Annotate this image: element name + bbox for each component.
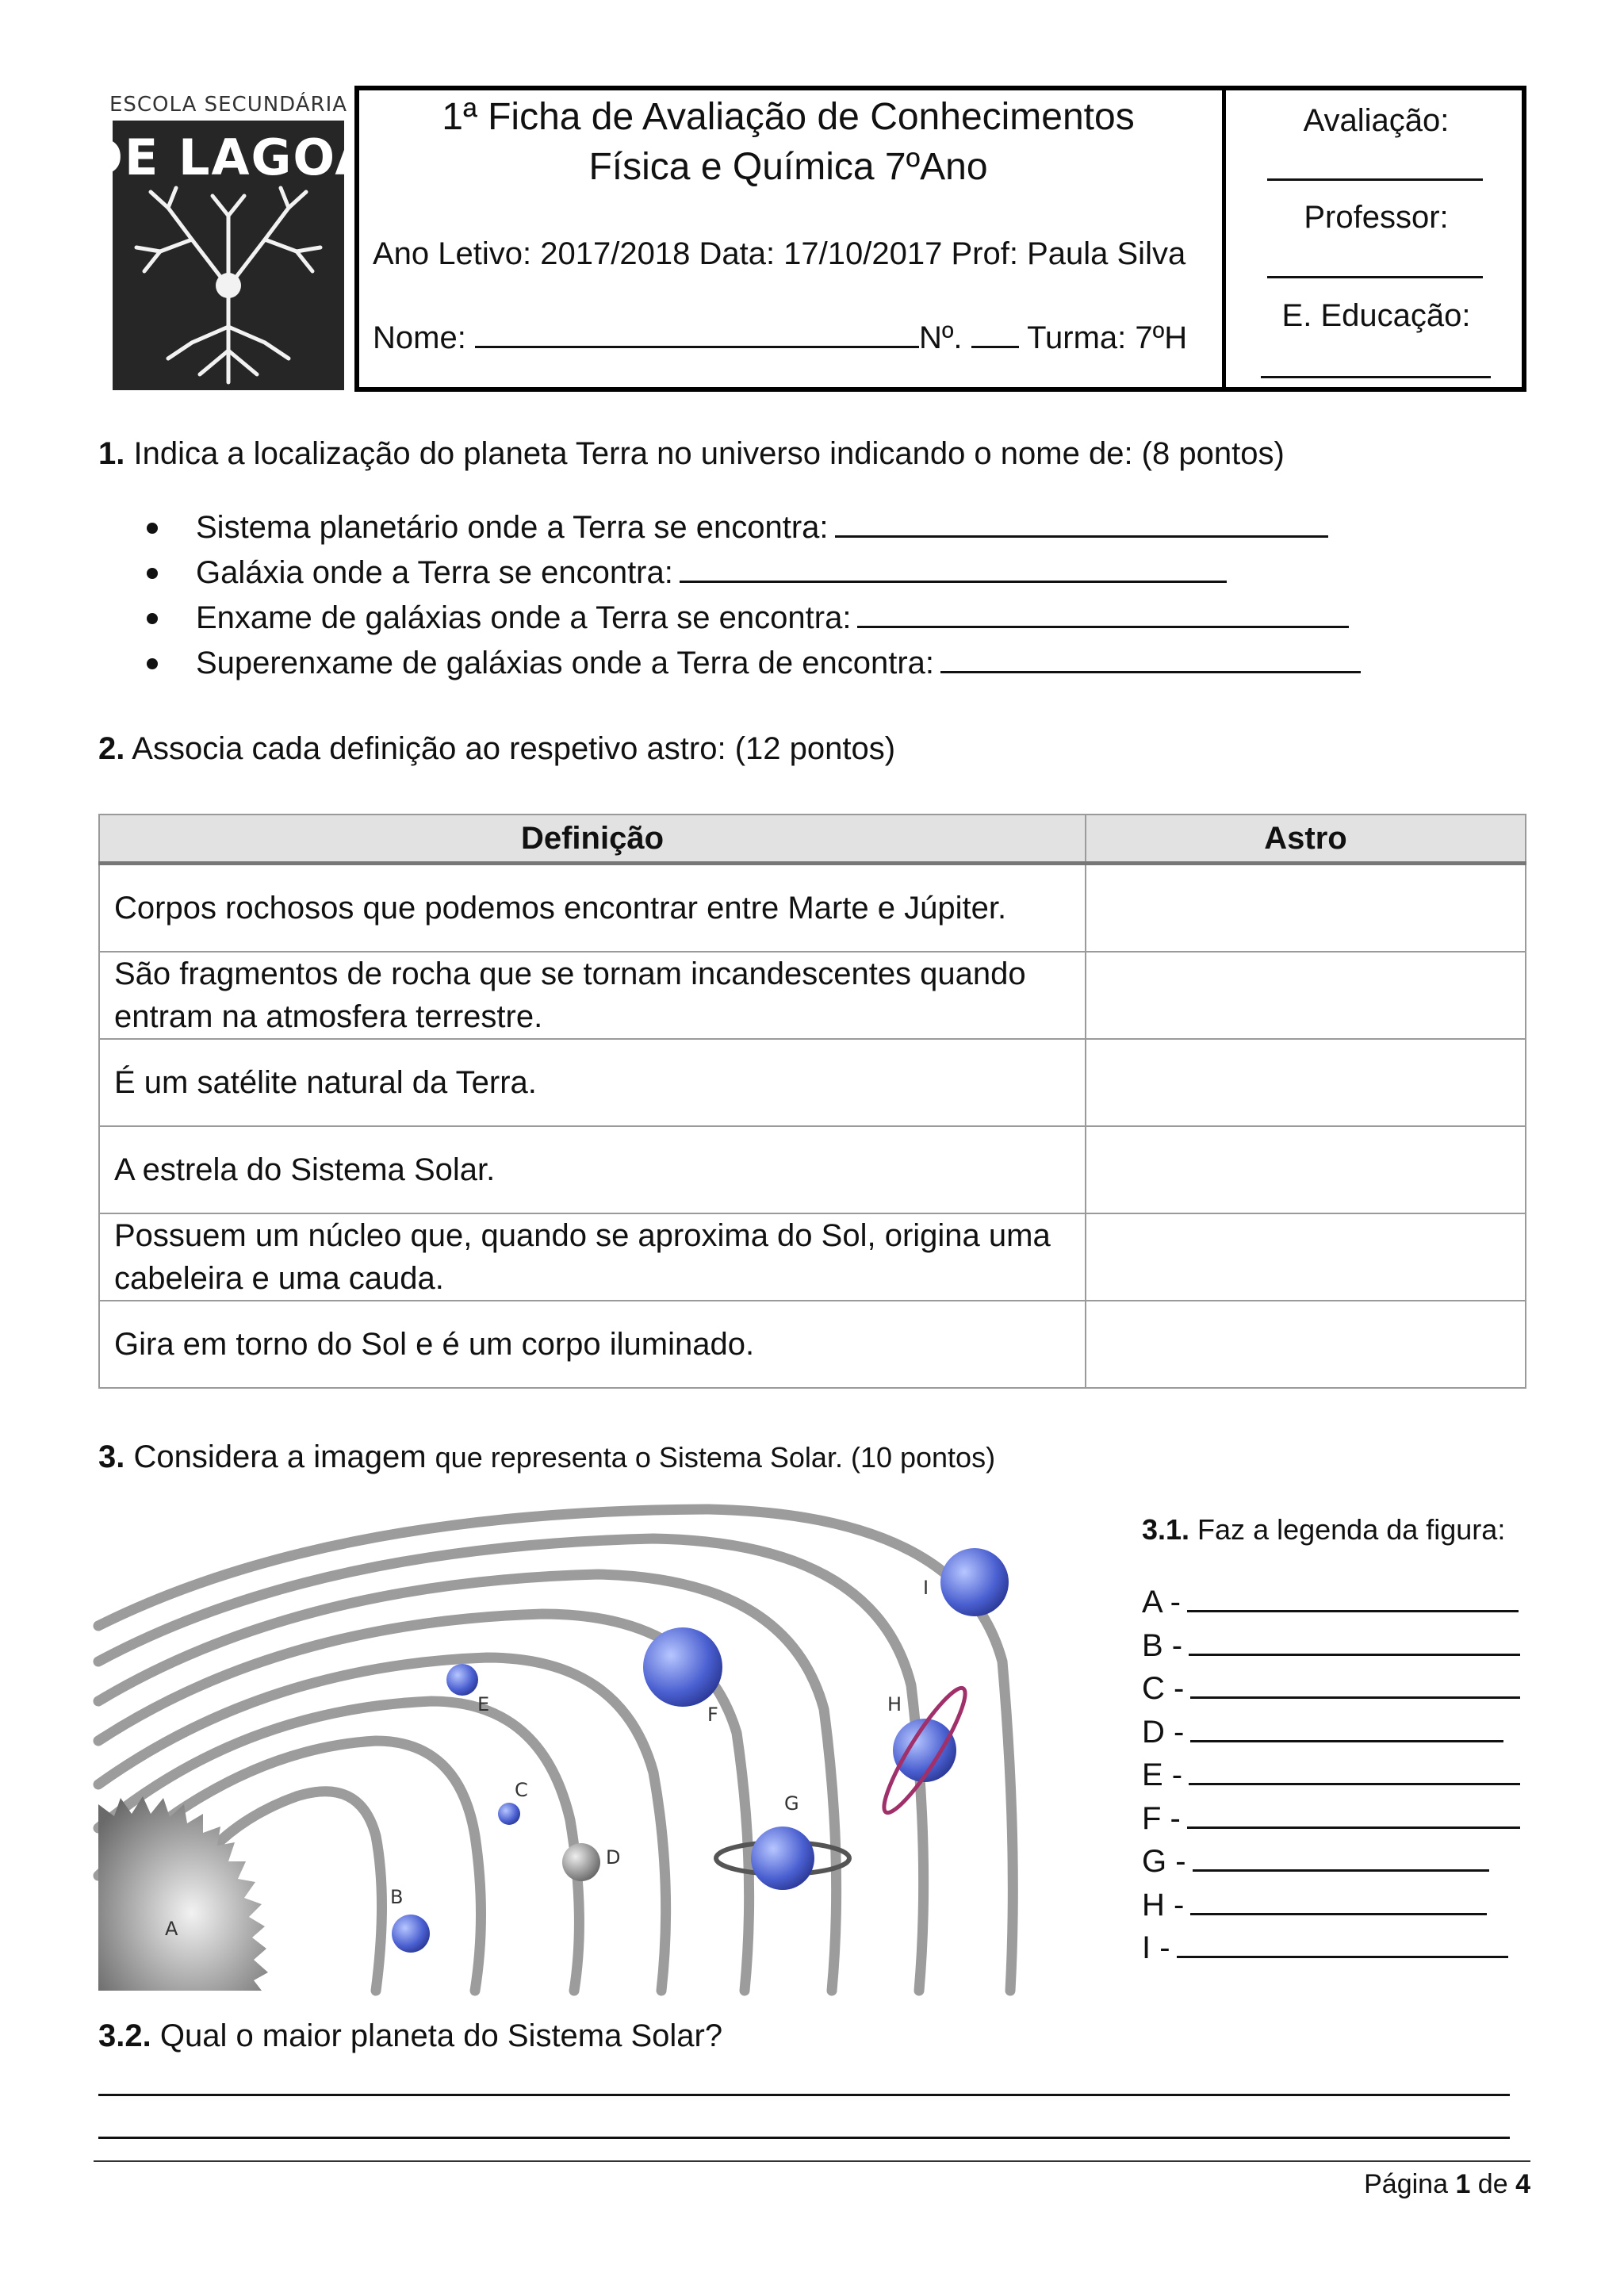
- student-info: [373, 319, 1187, 356]
- title-line-1: 1ª Ficha de Avaliação de Conhecimentos: [442, 96, 1135, 138]
- list-item: Superenxame de galáxias onde a Terra de encontra:: [147, 641, 1361, 686]
- prof-label: Prof: [951, 236, 1009, 271]
- question-1-list: [147, 505, 1361, 686]
- astro-answer-cell[interactable]: [1086, 1213, 1526, 1301]
- svg-text:DE LAGOA: DE LAGOA: [82, 128, 375, 186]
- definition-cell: Corpos rochosos que podemos encontrar entre Marte e Júpiter.: [99, 864, 1086, 953]
- educacao-label: E. Educação:: [1281, 298, 1471, 333]
- answer-field[interactable]: [680, 554, 1227, 583]
- table-row: [99, 1301, 1526, 1388]
- school-logo: [82, 89, 375, 390]
- question-2-text: Associa cada definição ao respetivo astro: (12 pontos): [124, 731, 896, 766]
- legend-row: G -: [1142, 1844, 1489, 1880]
- ano-letivo-label: Ano Letivo: [373, 236, 523, 271]
- question-3-2: [98, 2018, 722, 2054]
- professor-label: Professor:: [1304, 200, 1449, 235]
- figure-label-d: D: [606, 1846, 621, 1869]
- legend-field[interactable]: [1190, 1673, 1520, 1699]
- question-3-1-text: Faz a legenda da figura:: [1189, 1513, 1506, 1546]
- figure-label-g: G: [784, 1792, 799, 1815]
- school-year-info: [373, 236, 1185, 272]
- astro-answer-cell[interactable]: [1086, 1126, 1526, 1213]
- svg-text:ESCOLA SECUNDÁRIA: ESCOLA SECUNDÁRIA: [109, 93, 348, 117]
- question-3-2-text: Qual o maior planeta do Sistema Solar?: [151, 2018, 723, 2053]
- legend-field[interactable]: [1190, 1716, 1503, 1742]
- numero-field[interactable]: [971, 319, 1019, 348]
- legend-row: H -: [1142, 1888, 1487, 1923]
- answer-field[interactable]: [835, 508, 1328, 538]
- legend-row: F -: [1142, 1801, 1520, 1837]
- astro-answer-cell[interactable]: [1086, 864, 1526, 953]
- figure-label-b: B: [390, 1886, 404, 1908]
- legend-field[interactable]: [1187, 1803, 1520, 1829]
- figure-label-a: A: [165, 1918, 178, 1940]
- avaliacao-field[interactable]: [1267, 178, 1483, 181]
- educacao-field[interactable]: [1261, 376, 1491, 378]
- question-1-number: 1.: [98, 436, 125, 471]
- legend-row: D -: [1142, 1715, 1503, 1750]
- answer-line[interactable]: [98, 2137, 1510, 2139]
- turma-label: Turma: 7ºH: [1018, 320, 1188, 355]
- data-label: Data: [699, 236, 766, 271]
- legend-row: E -: [1142, 1757, 1520, 1793]
- list-item: Enxame de galáxias onde a Terra se encontra:: [147, 596, 1361, 641]
- title-line-2: Física e Química 7ºAno: [588, 146, 988, 188]
- prof-value: : Paula Silva: [1009, 236, 1186, 271]
- astro-answer-cell[interactable]: [1086, 952, 1526, 1039]
- legend-row: A -: [1142, 1585, 1519, 1620]
- legend-row: I -: [1142, 1930, 1508, 1966]
- definition-cell: Possuem um núcleo que, quando se aproxima do Sol, origina uma cabeleira e uma cauda.: [99, 1213, 1086, 1301]
- professor-field[interactable]: [1267, 276, 1483, 278]
- question-2-number: 2.: [98, 731, 125, 766]
- legend-field[interactable]: [1187, 1586, 1519, 1612]
- question-3-1-number: 3.1.: [1142, 1513, 1190, 1546]
- data-value: : 17/10/2017: [765, 236, 952, 271]
- answer-field[interactable]: [857, 599, 1349, 628]
- legend-field[interactable]: [1177, 1932, 1508, 1958]
- list-item: Sistema planetário onde a Terra se encontra:: [147, 505, 1361, 550]
- question-3-1: [1142, 1513, 1505, 1547]
- legend-field[interactable]: [1189, 1630, 1520, 1656]
- nome-field[interactable]: [475, 319, 919, 348]
- definitions-table: [98, 814, 1526, 1389]
- numero-label: Nº.: [918, 320, 971, 355]
- legend-field[interactable]: [1189, 1759, 1520, 1785]
- legend-field[interactable]: [1193, 1846, 1489, 1872]
- question-1-text: Indica a localização do planeta Terra no universo indicando o nome de: (8 pontos): [124, 436, 1285, 471]
- figure-label-f: F: [707, 1704, 718, 1726]
- table-row: [99, 952, 1526, 1039]
- col-header-astro: Astro: [1086, 815, 1526, 864]
- table-row: [99, 1126, 1526, 1213]
- nome-label: Nome:: [373, 320, 475, 355]
- answer-line[interactable]: [98, 2094, 1510, 2096]
- question-2: [98, 731, 895, 767]
- legend-row: B -: [1142, 1628, 1520, 1664]
- legend-field[interactable]: [1190, 1889, 1487, 1915]
- figure-label-e: E: [477, 1693, 490, 1715]
- page-number: Página 1 de 4: [1364, 2169, 1530, 2199]
- question-3-number: 3.: [98, 1439, 125, 1474]
- question-3: [98, 1439, 995, 1475]
- definition-cell: São fragmentos de rocha que se tornam incandescentes quando entram na atmosfera terrestre.: [99, 952, 1086, 1039]
- question-3-text-a: Considera a imagem: [124, 1439, 435, 1474]
- question-3-text-b: que representa o Sistema Solar. (10 pontos): [435, 1441, 996, 1474]
- list-item: Galáxia onde a Terra se encontra:: [147, 550, 1361, 596]
- ano-letivo-value: : 2017/2018: [523, 236, 699, 271]
- col-header-definicao: Definição: [99, 815, 1086, 864]
- avaliacao-label: Avaliação:: [1303, 103, 1450, 138]
- table-row: [99, 1039, 1526, 1126]
- legend-row: C -: [1142, 1671, 1520, 1707]
- table-row: [99, 1213, 1526, 1301]
- solar-system-figure: [98, 1503, 1018, 1991]
- answer-field[interactable]: [940, 644, 1361, 673]
- definition-cell: É um satélite natural da Terra.: [99, 1039, 1086, 1126]
- figure-label-i: I: [923, 1577, 929, 1599]
- figure-label-c: C: [515, 1779, 528, 1801]
- astro-answer-cell[interactable]: [1086, 1301, 1526, 1388]
- question-3-2-number: 3.2.: [98, 2018, 151, 2053]
- figure-label-h: H: [887, 1693, 902, 1715]
- definition-cell: Gira em torno do Sol e é um corpo iluminado.: [99, 1301, 1086, 1388]
- question-1: [98, 436, 1285, 472]
- footer-divider: [94, 2160, 1530, 2162]
- astro-answer-cell[interactable]: [1086, 1039, 1526, 1126]
- table-row: [99, 864, 1526, 953]
- definition-cell: A estrela do Sistema Solar.: [99, 1126, 1086, 1213]
